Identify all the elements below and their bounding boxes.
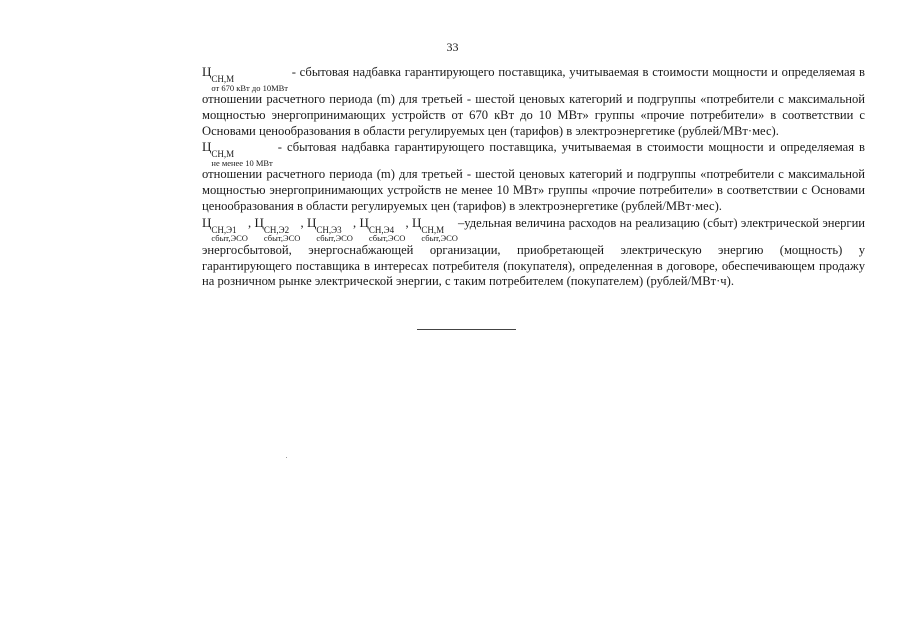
definition-paragraph-2: [202, 139, 865, 214]
formula-symbol: Ц СН,М не менее 10 МВт: [202, 139, 273, 168]
definition-text: –удельная величина расходов на реализацию (сбыт) электрической энергии энергосбытовой, энергоснабжающей организации, приобретающей электрическую энергию (мощность) у гарантирующего поставщика в интересах потребителя (покупателя), определенная в договоре, обеспечивающем продажу на розничном рынке электрической энергии, с таким потребителем (покупателем) (рублей/МВт·ч).: [202, 215, 866, 289]
formula-symbol: Ц СН,Э3 сбыт,ЭСО: [307, 214, 353, 244]
formula-symbol: Ц СН,Э4 сбыт,ЭСО: [359, 214, 406, 244]
definition-text: - сбытовая надбавка гарантирующего поставщика, учитываемая в стоимости мощности и определяемая в отношении расчетного периода (m) для третьей - шестой ценовых категорий и подгруппы «потребители с максимальной мощностью энергопринимающих устройств не менее 10 МВт» группы «прочие потребители» в соответствии с Основами ценообразования в области регулируемых цен (тарифов) в электроэнергетике (рублей/МВт·мес).: [202, 140, 865, 213]
page-number: 33: [446, 40, 459, 54]
footnote-separator-line: [417, 329, 516, 330]
scan-speck: [286, 457, 287, 458]
definition-paragraph-1: [202, 64, 865, 139]
document-body: [202, 64, 865, 290]
formula-symbol: Ц СН,Э1 сбыт,ЭСО: [202, 214, 248, 244]
formula-symbol: Ц СН,М от 670 кВт до 10МВт: [202, 64, 289, 93]
definition-paragraph-3: Ц СН,Э1 сбыт,ЭСО , Ц СН,Э2 сбыт,ЭСО , Ц СН,Э3 сбыт,ЭСО , Ц СН,Э4 сбыт,ЭСО , Ц СН,М сбыт,ЭСО –удельная величина расходов на реализацию (сбыт) электрической энергии энергосбытовой, энергоснабжающей организации, приобретающей электрическую энергию (мощность) у гарантирующего поставщика в интересах потребителя (покупателя), определенная в договоре, обеспечивающем продажу на розничном рынке электрической энергии, с таким потребителем (покупателем) (рублей/МВт·ч).: [202, 214, 866, 289]
definition-text: - сбытовая надбавка гарантирующего поставщика, учитываемая в стоимости мощности и определяемая в отношении расчетного периода (m) для третьей - шестой ценовых категорий и подгруппы «потребители с максимальной мощностью энергопринимающих устройств от 670 кВт до 10 МВт» группы «прочие потребители» в соответствии с Основами ценообразования в области регулируемых цен (тарифов) в электроэнергетике (рублей/МВт·мес).: [202, 65, 865, 138]
formula-symbol: Ц СН,М сбыт,ЭСО: [412, 214, 458, 244]
formula-symbol: Ц СН,Э2 сбыт,ЭСО: [254, 214, 301, 244]
